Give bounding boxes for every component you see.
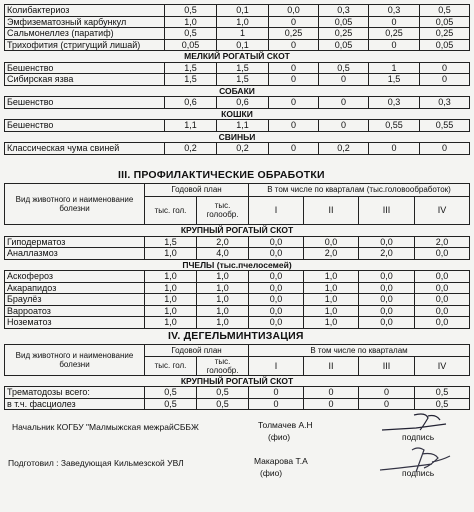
disease-name-cell: Аскофероз <box>5 271 145 283</box>
table-row <box>5 120 470 132</box>
col-q2-4: II <box>304 356 359 375</box>
value-cell: 0 <box>249 387 304 399</box>
col-annual-plan-4: Годовой план <box>145 345 249 357</box>
value-cell: 0 <box>269 16 319 28</box>
value-cell: 0,0 <box>249 305 304 317</box>
value-cell: 0 <box>269 97 319 109</box>
section-row <box>5 131 470 143</box>
table-row <box>5 282 470 294</box>
table-row <box>5 294 470 306</box>
value-cell: 0,0 <box>359 282 415 294</box>
value-cell: 1,5 <box>217 62 269 74</box>
disease-table-top <box>4 4 470 155</box>
value-cell: 0,05 <box>319 16 369 28</box>
table-row <box>5 97 470 109</box>
chief-fio-label: (фио) <box>268 432 291 442</box>
chief-signature-label: подпись <box>402 432 435 442</box>
value-cell: 0 <box>269 39 319 51</box>
col-q3-4: III <box>359 356 415 375</box>
value-cell: 0,2 <box>217 143 269 155</box>
value-cell: 1,0 <box>145 282 197 294</box>
value-cell: 0 <box>319 74 369 86</box>
value-cell: 0,25 <box>420 28 470 40</box>
value-cell: 1,0 <box>197 294 249 306</box>
value-cell: 1,1 <box>217 120 269 132</box>
value-cell: 1 <box>369 62 420 74</box>
value-cell: 0,0 <box>415 305 470 317</box>
value-cell: 0,0 <box>359 317 415 329</box>
table-row <box>5 28 470 40</box>
value-cell: 2,0 <box>359 248 415 260</box>
section-bees: ПЧЕЛЫ (тыс.пчелосемей) <box>5 259 470 271</box>
disease-name-cell: Нозематоз <box>5 317 145 329</box>
preventive-table <box>4 183 470 329</box>
value-cell: 0,05 <box>420 39 470 51</box>
value-cell: 2,0 <box>304 248 359 260</box>
value-cell: 0,6 <box>217 97 269 109</box>
section-row <box>5 51 470 63</box>
table-row <box>5 248 470 260</box>
section-title-preventive: III. ПРОФИЛАКТИЧЕСКИЕ ОБРАБОТКИ <box>118 169 325 181</box>
col-q4: IV <box>415 196 470 224</box>
value-cell: 1,0 <box>304 282 359 294</box>
value-cell: 0,0 <box>304 236 359 248</box>
value-cell: 0,6 <box>165 97 217 109</box>
value-cell: 0,0 <box>249 294 304 306</box>
value-cell: 0 <box>369 39 420 51</box>
value-cell: 1,0 <box>165 16 217 28</box>
section-row <box>5 108 470 120</box>
value-cell: 1,0 <box>145 305 197 317</box>
disease-name-cell: Трихофития (стригущий лишай) <box>5 39 165 51</box>
value-cell: 0 <box>369 143 420 155</box>
disease-name-cell: Трематодозы всего: <box>5 387 145 399</box>
value-cell: 0 <box>319 120 369 132</box>
disease-name-cell: Бешенство <box>5 97 165 109</box>
section-pigs: СВИНЬИ <box>5 131 470 143</box>
value-cell: 0,0 <box>359 305 415 317</box>
section-title-deworming: IV. ДЕГЕЛЬМИНТИЗАЦИЯ <box>168 330 304 342</box>
value-cell: 0,2 <box>319 143 369 155</box>
value-cell: 0,25 <box>269 28 319 40</box>
value-cell: 0 <box>269 74 319 86</box>
value-cell: 0 <box>304 398 359 410</box>
section-row <box>5 225 470 237</box>
value-cell: 0,0 <box>249 317 304 329</box>
value-cell: 0,25 <box>319 28 369 40</box>
value-cell: 1,0 <box>304 271 359 283</box>
col-q2: II <box>304 196 359 224</box>
table-row <box>5 317 470 329</box>
value-cell: 1,0 <box>217 16 269 28</box>
section-row <box>5 259 470 271</box>
value-cell: 1,0 <box>197 271 249 283</box>
value-cell: 0,5 <box>197 387 249 399</box>
col-plan-treatments: тыс. голообр. <box>197 196 249 224</box>
value-cell: 0,05 <box>420 16 470 28</box>
disease-name-cell: Сибирская язва <box>5 74 165 86</box>
value-cell: 0 <box>359 387 415 399</box>
col-q1: I <box>249 196 304 224</box>
deworming-table <box>4 344 470 410</box>
table-row <box>5 305 470 317</box>
value-cell: 0,5 <box>420 5 470 17</box>
value-cell: 0,5 <box>415 387 470 399</box>
col-plan-treatments-4: тыс. голообр. <box>197 356 249 375</box>
value-cell: 0,1 <box>217 39 269 51</box>
value-cell: 1,0 <box>145 317 197 329</box>
table-row <box>5 387 470 399</box>
table-row <box>5 16 470 28</box>
value-cell: 0,5 <box>415 398 470 410</box>
prepared-by-name: Макарова Т.А <box>254 456 308 466</box>
value-cell: 0,5 <box>145 387 197 399</box>
value-cell: 1,5 <box>369 74 420 86</box>
prepared-by-role: Подготовил : Заведующая Кильмезской УВЛ <box>8 458 184 468</box>
table-row <box>5 39 470 51</box>
section-small-cattle: МЕЛКИЙ РОГАТЫЙ СКОТ <box>5 51 470 63</box>
table-row <box>5 236 470 248</box>
col-q3: III <box>359 196 415 224</box>
value-cell: 0,3 <box>369 5 420 17</box>
value-cell: 0 <box>319 97 369 109</box>
value-cell: 0,3 <box>369 97 420 109</box>
value-cell: 0,0 <box>359 236 415 248</box>
value-cell: 1,1 <box>165 120 217 132</box>
value-cell: 0 <box>269 143 319 155</box>
value-cell: 1,0 <box>145 248 197 260</box>
value-cell: 0,5 <box>165 5 217 17</box>
value-cell: 1,0 <box>145 294 197 306</box>
value-cell: 0,0 <box>249 282 304 294</box>
disease-name-cell: Браулёз <box>5 294 145 306</box>
value-cell: 1,0 <box>197 282 249 294</box>
value-cell: 1,0 <box>304 294 359 306</box>
value-cell: 1,0 <box>304 317 359 329</box>
value-cell: 1,5 <box>165 62 217 74</box>
section-cattle-4: КРУПНЫЙ РОГАТЫЙ СКОТ <box>5 375 470 387</box>
col-plan-heads-4: тыс. гол. <box>145 356 197 375</box>
value-cell: 0,5 <box>165 28 217 40</box>
table-row <box>5 5 470 17</box>
value-cell: 0 <box>269 62 319 74</box>
value-cell: 1,0 <box>145 271 197 283</box>
disease-name-cell: Аналлазмоз <box>5 248 145 260</box>
value-cell: 0,55 <box>420 120 470 132</box>
prepared-by-signature-label: подпись <box>402 468 435 478</box>
value-cell: 0,2 <box>165 143 217 155</box>
value-cell: 0,3 <box>319 5 369 17</box>
table-row <box>5 74 470 86</box>
prepared-by-signature <box>372 444 462 478</box>
value-cell: 0,0 <box>415 248 470 260</box>
value-cell: 0,0 <box>249 271 304 283</box>
table-row <box>5 143 470 155</box>
value-cell: 0,0 <box>415 271 470 283</box>
disease-name-cell: Бешенство <box>5 62 165 74</box>
disease-name-cell: Бешенство <box>5 120 165 132</box>
col-plan-heads: тыс. гол. <box>145 196 197 224</box>
value-cell: 0,0 <box>415 294 470 306</box>
table-row <box>5 62 470 74</box>
value-cell: 0,55 <box>369 120 420 132</box>
value-cell: 0,3 <box>420 97 470 109</box>
value-cell: 0 <box>269 120 319 132</box>
value-cell: 1,0 <box>197 305 249 317</box>
value-cell: 1 <box>217 28 269 40</box>
col-animal-disease: Вид животного и наименование болезни <box>5 184 145 225</box>
col-quarters-4: В том числе по кварталам <box>249 345 470 357</box>
value-cell: 0,0 <box>359 271 415 283</box>
value-cell: 0 <box>359 398 415 410</box>
value-cell: 0 <box>369 16 420 28</box>
value-cell: 0,1 <box>217 5 269 17</box>
value-cell: 0,5 <box>319 62 369 74</box>
col-q1-4: I <box>249 356 304 375</box>
section-row <box>5 85 470 97</box>
value-cell: 0 <box>304 387 359 399</box>
value-cell: 0,0 <box>269 5 319 17</box>
value-cell: 2,0 <box>197 236 249 248</box>
value-cell: 4,0 <box>197 248 249 260</box>
value-cell: 0,0 <box>415 317 470 329</box>
value-cell: 0 <box>420 62 470 74</box>
value-cell: 0,0 <box>249 248 304 260</box>
prepared-by-fio-label: (фио) <box>260 468 283 478</box>
section-dogs: СОБАКИ <box>5 85 470 97</box>
value-cell: 1,0 <box>304 305 359 317</box>
table-row <box>5 398 470 410</box>
disease-name-cell: в т.ч. фасциолез <box>5 398 145 410</box>
value-cell: 0,5 <box>145 398 197 410</box>
value-cell: 0,25 <box>369 28 420 40</box>
disease-name-cell: Классическая чума свиней <box>5 143 165 155</box>
value-cell: 1,0 <box>197 317 249 329</box>
value-cell: 1,5 <box>165 74 217 86</box>
chief-signature <box>376 410 456 436</box>
value-cell: 0 <box>420 143 470 155</box>
value-cell: 1,5 <box>145 236 197 248</box>
section-cattle: КРУПНЫЙ РОГАТЫЙ СКОТ <box>5 225 470 237</box>
value-cell: 0,0 <box>249 236 304 248</box>
value-cell: 2,0 <box>415 236 470 248</box>
value-cell: 0 <box>420 74 470 86</box>
disease-name-cell: Акарапидоз <box>5 282 145 294</box>
value-cell: 0,0 <box>415 282 470 294</box>
col-animal-disease-4: Вид животного и наименование болезни <box>5 345 145 376</box>
disease-name-cell: Колибактериоз <box>5 5 165 17</box>
value-cell: 0 <box>249 398 304 410</box>
disease-name-cell: Эмфизематозный карбункул <box>5 16 165 28</box>
value-cell: 0,05 <box>165 39 217 51</box>
value-cell: 0,0 <box>359 294 415 306</box>
section-cats: КОШКИ <box>5 108 470 120</box>
col-quarters: В том числе по кварталам (тыс.головообработок) <box>249 184 470 197</box>
chief-role: Начальник КОГБУ "Малмыжская межрайСББЖ <box>12 422 199 432</box>
disease-name-cell: Сальмонеллез (паратиф) <box>5 28 165 40</box>
value-cell: 1,5 <box>217 74 269 86</box>
col-annual-plan: Годовой план <box>145 184 249 197</box>
section-row <box>5 375 470 387</box>
table-row <box>5 271 470 283</box>
disease-name-cell: Варроатоз <box>5 305 145 317</box>
disease-name-cell: Гиподерматоз <box>5 236 145 248</box>
col-q4-4: IV <box>415 356 470 375</box>
value-cell: 0,5 <box>197 398 249 410</box>
chief-name: Толмачев А.Н <box>258 420 313 430</box>
value-cell: 0,05 <box>319 39 369 51</box>
